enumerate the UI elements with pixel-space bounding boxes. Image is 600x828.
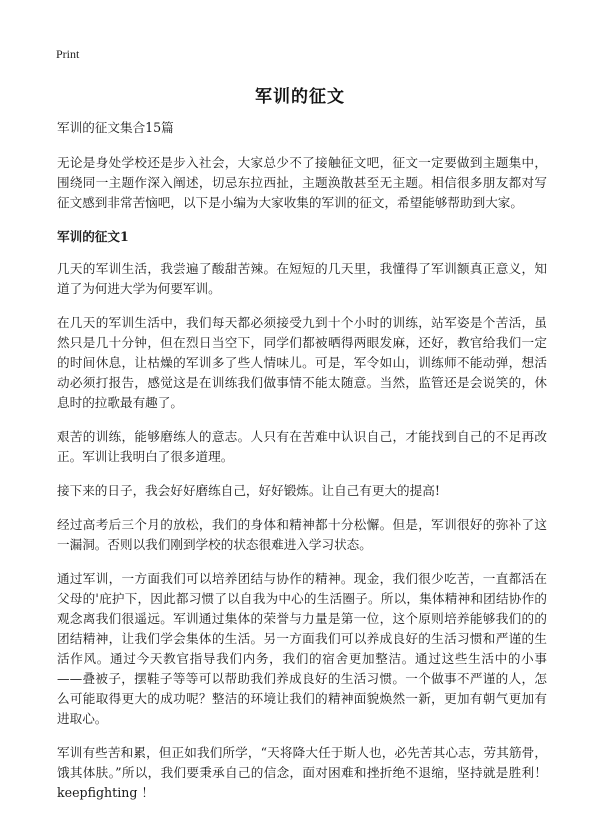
page-title: 军训的征文 <box>255 87 345 107</box>
print-label: Print <box>56 47 80 61</box>
intro-paragraph: 无论是身处学校还是步入社会，大家总少不了接触征文吧，征文一定要做到主题集中，围绕同一主题作深入阐述，切忌东拉西扯，主题涣散甚至无主题。相信很多朋友都对写征文感到非常苦恼吧，以下是小编为大家收集的军训的征文，希望能够帮助到大家。 <box>57 155 547 210</box>
document-body <box>57 118 547 817</box>
body-paragraph: 艰苦的训练，能够磨练人的意志。人只有在苦难中认识自己，才能找到自己的不足再改正。军训让我明白了很多道理。 <box>57 429 547 464</box>
document-subtitle: 军训的征文集合15篇 <box>57 120 174 135</box>
body-paragraph: 军训有些苦和累，但正如我们所学，“天将降大任于斯人也，必先苦其心志，劳其筋骨，饿其体肤。”所以，我们要秉承自己的信念，面对困难和挫折绝不退缩，坚持就是胜利！ keepfighting ！ <box>57 745 547 800</box>
body-paragraph: 通过军训，一方面我们可以培养团结与协作的精神。现金，我们很少吃苦，一直都活在父母的'庇护下，因此都习惯了以自我为中心的生活圈子。所以，集体精神和团结协作的观念离我们很遥远。军训通过集体的荣誉与力量是第一位，这个原则培养能够我们的的团结精神，让我们学会集体的生活。另一方面我们可以养成良好的生活习惯和严谨的生活作风。通过今天教官指导我们内务，我们的宿舍更加整洁。通过这些生活中的小事——叠被子，摆鞋子等等可以帮助我们养成良好的生活习惯。一个做事不严谨的人，怎么可能取得更大的成功呢？整洁的环境让我们的精神面貌焕然一新，更加有朝气更加有进取心。 <box>57 571 547 726</box>
body-paragraph: 在几天的军训生活中，我们每天都必须接受九到十个小时的训练，站军姿是个苦活，虽然只是几十分钟，但在烈日当空下，同学们都被晒得两眼发麻，还好，教官给我们一定的时间休息，让枯燥的军训多了些人情味儿。可是，军令如山，训练师不能动弹，想活动必须打报告，感觉这是在训练我们做事情不能太随意。当然，监管还是会说笑的，休息时的拉歌最有趣了。 <box>57 315 547 410</box>
body-paragraph: 接下来的日子，我会好好磨练自己，好好锻炼。让自己有更大的提高! <box>57 483 440 498</box>
section-heading: 军训的征文1 <box>57 229 129 244</box>
body-paragraph: 经过高考后三个月的放松，我们的身体和精神都十分松懈。但是，军训很好的弥补了这一漏洞。否则以我们刚到学校的状态很难进入学习状态。 <box>57 517 547 552</box>
body-paragraph: 几天的军训生活，我尝遍了酸甜苦辣。在短短的几天里，我懂得了军训额真正意义，知道了为何进大学为何要军训。 <box>57 261 547 296</box>
